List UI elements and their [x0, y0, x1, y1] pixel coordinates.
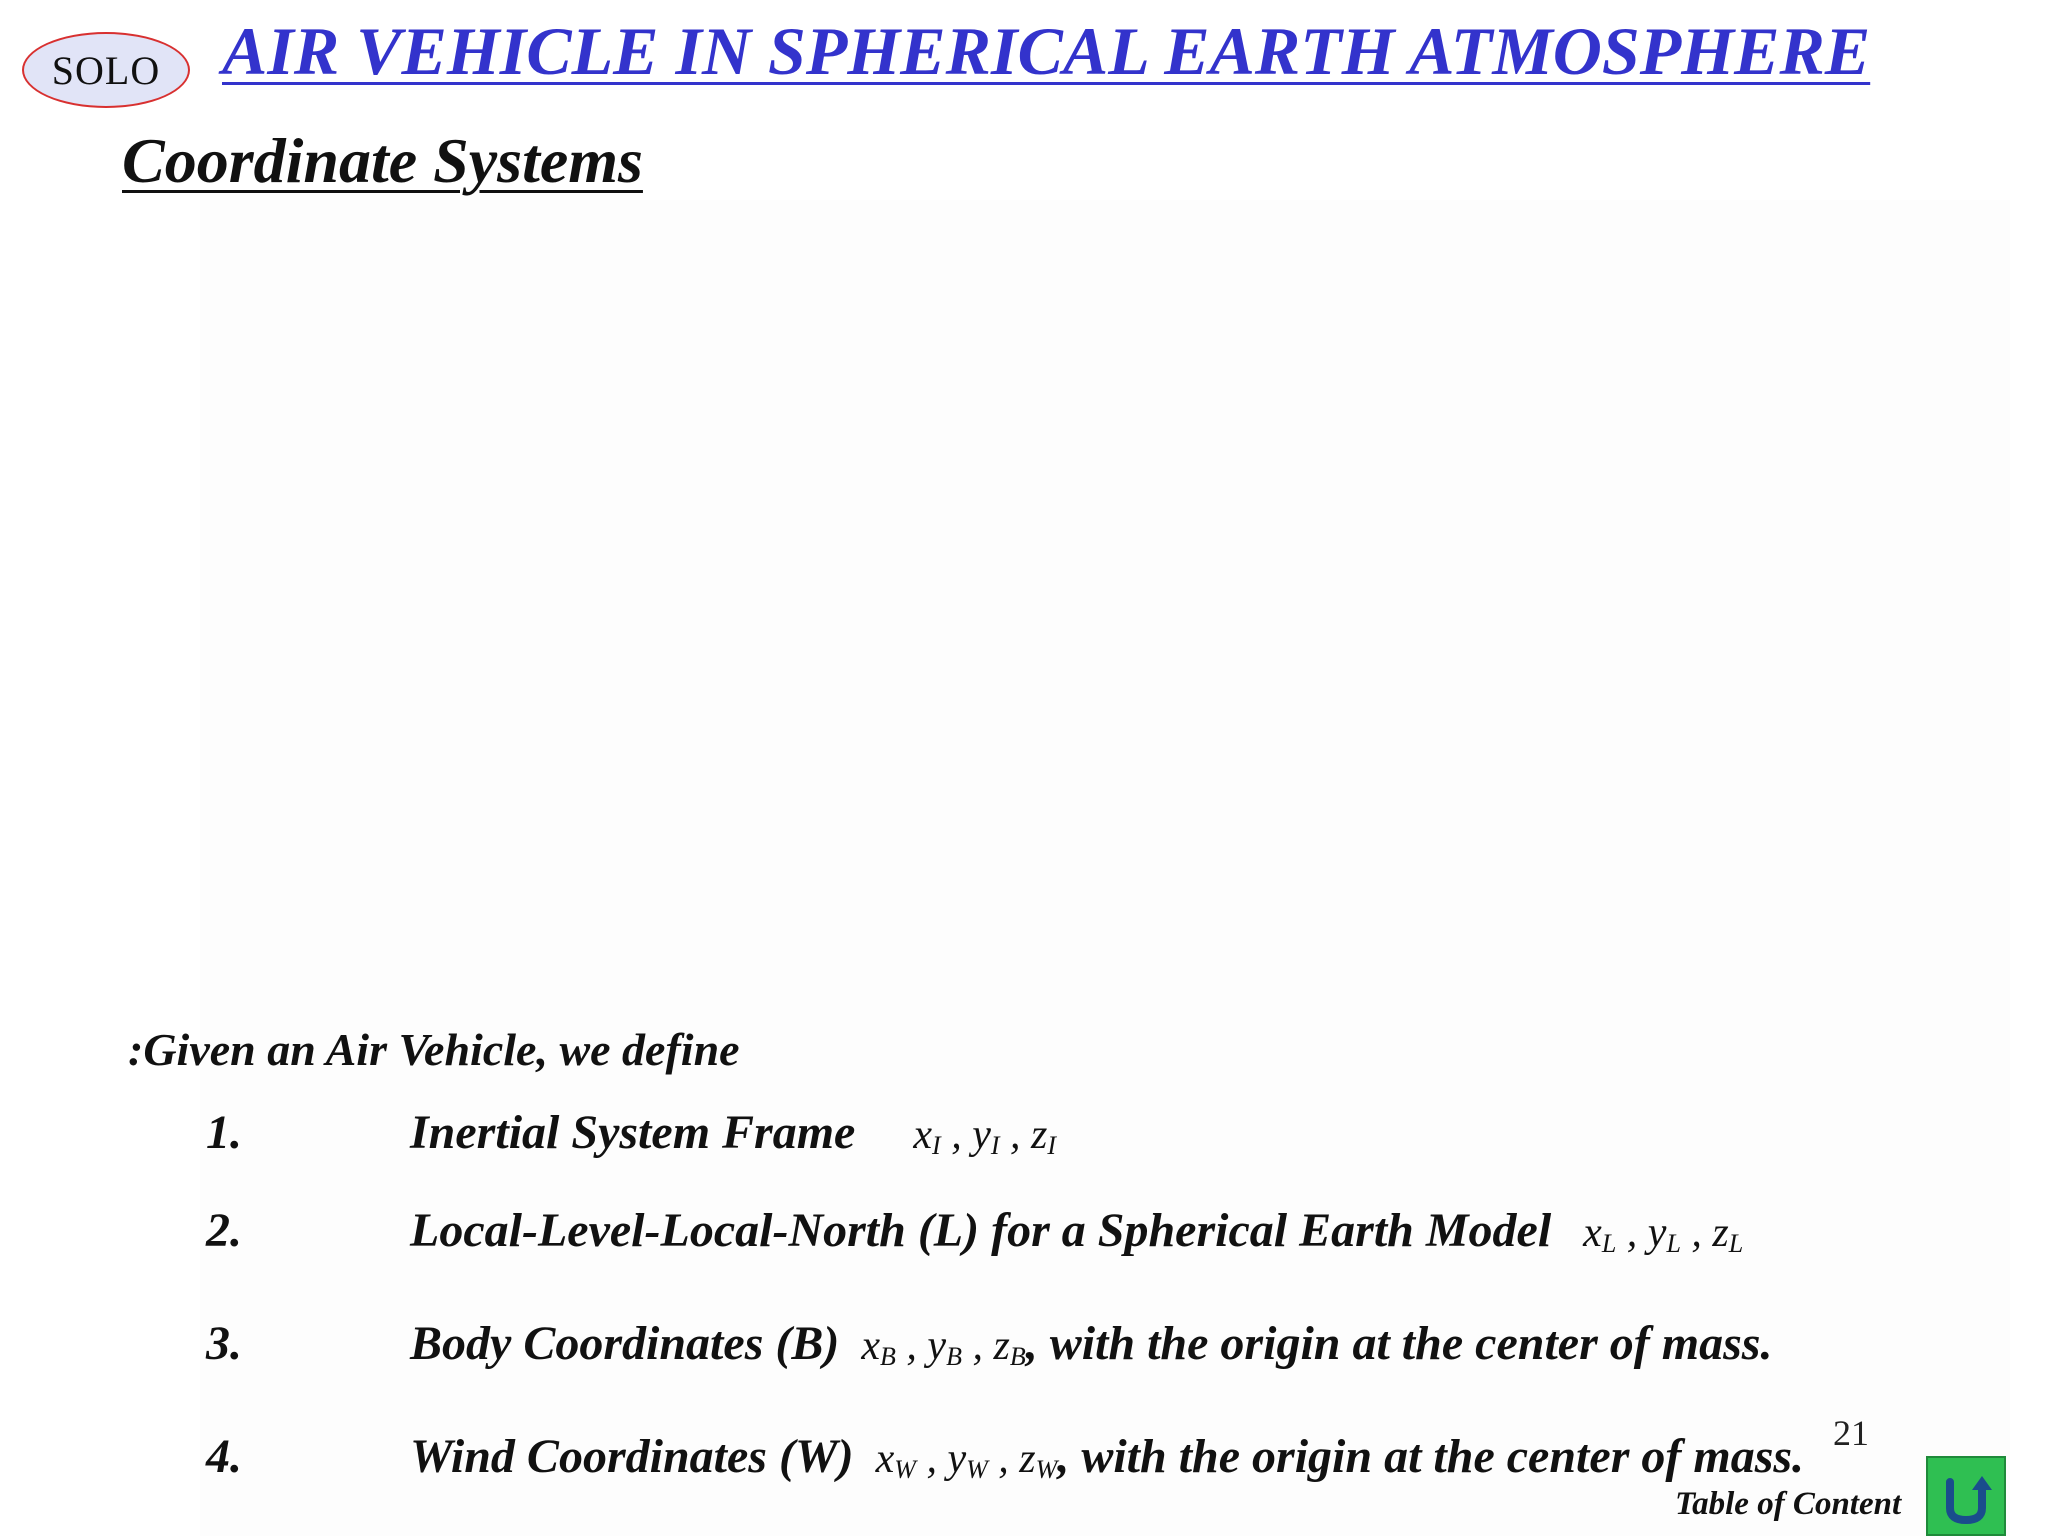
item-number: 3.: [206, 1317, 242, 1370]
item-suffix: , with the origin at the center of mass.: [1025, 1317, 1773, 1370]
slide-title-link[interactable]: AIR VEHICLE IN SPHERICAL EARTH ATMOSPHERE: [222, 13, 1871, 89]
item-text: [410, 1316, 1772, 1372]
coordinate-math: $x_B$ , $y_B$ , $z_B$: [861, 1323, 1026, 1371]
return-arrow-icon: [1928, 1458, 2004, 1534]
item-label: Body Coordinates (B): [410, 1317, 840, 1370]
list-item: [0, 1203, 2048, 1273]
item-suffix: , with the origin at the center of mass.: [1057, 1430, 1805, 1483]
item-text: [410, 1203, 1743, 1259]
item-number: 2.: [206, 1204, 242, 1257]
coordinate-math: $x_L$ , $y_L$ , $z_L$: [1583, 1210, 1744, 1258]
item-number: 4.: [206, 1430, 242, 1483]
section-subtitle: Coordinate Systems: [122, 125, 643, 196]
item-label: Wind Coordinates (W): [410, 1430, 854, 1483]
coordinate-math: $x_I$ , $y_I$ , $z_I$: [913, 1112, 1057, 1160]
item-text: [410, 1105, 1056, 1161]
table-of-content-link[interactable]: Table of Content: [1675, 1486, 1902, 1522]
logo-text: SOLO: [51, 47, 161, 93]
item-label: Local-Level-Local-North (L) for a Spherical Earth Model: [410, 1204, 1552, 1257]
table-of-content-button[interactable]: [1926, 1456, 2006, 1536]
item-number: 1.: [206, 1106, 242, 1159]
item-label: Inertial System Frame: [410, 1106, 856, 1159]
list-item: [0, 1316, 2048, 1386]
intro-text: :Given an Air Vehicle, we define: [128, 1024, 740, 1075]
page-number: 21: [1833, 1413, 1869, 1453]
list-item: [0, 1105, 2048, 1175]
item-text: [410, 1429, 1804, 1485]
solo-logo: [22, 32, 190, 108]
coordinate-math: $x_W$ , $y_W$ , $z_W$: [875, 1436, 1058, 1484]
